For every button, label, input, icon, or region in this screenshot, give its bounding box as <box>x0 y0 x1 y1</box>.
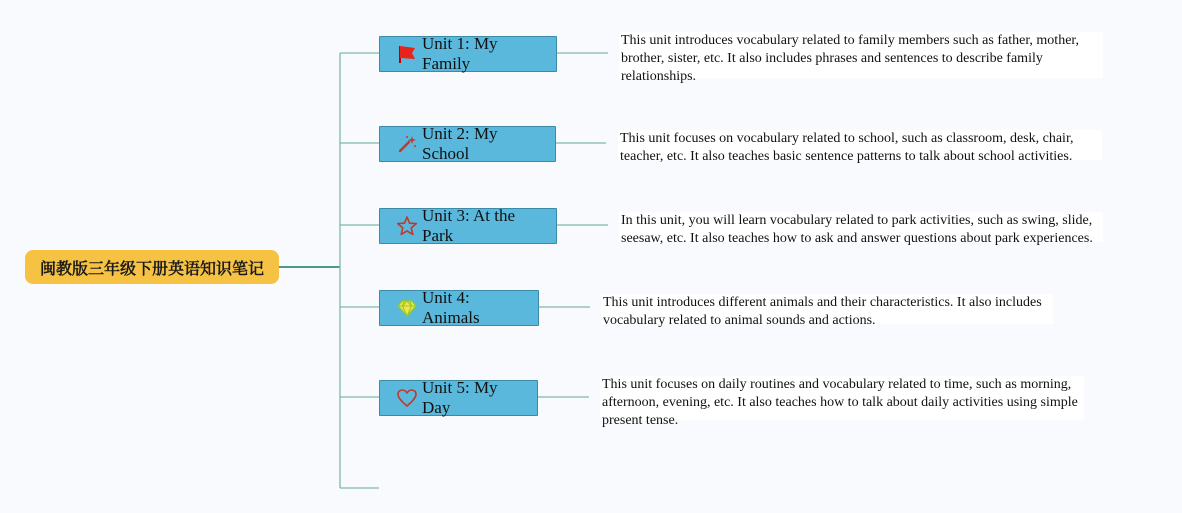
diamond-icon <box>396 297 418 319</box>
unit-1-label: Unit 1: My Family <box>422 34 498 73</box>
magic-wand-icon <box>396 133 418 155</box>
root-topic[interactable] <box>25 250 279 284</box>
unit-4-note-text: This unit introduces different animals and their characteristics. It also includes vocabulary related to animal sounds and actions. <box>603 295 1042 328</box>
unit-4-label: Unit 4: Animals <box>422 288 480 327</box>
unit-2-note-text: This unit focuses on vocabulary related to school, such as classroom, desk, chair, teacher, etc. It also teaches basic sentence patterns to talk about school activities. <box>620 131 1074 164</box>
unit-5-note-text: This unit focuses on daily routines and vocabulary related to time, such as morning, afternoon, evening, etc. It also teaches how to talk about daily activities using simple present tense. <box>602 377 1078 428</box>
unit-5-note[interactable] <box>600 376 1084 428</box>
unit-2-topic[interactable] <box>379 126 556 162</box>
unit-2-note[interactable] <box>618 130 1102 164</box>
unit-1-note[interactable] <box>619 32 1103 84</box>
unit-3-topic[interactable] <box>379 208 557 244</box>
star-icon <box>396 215 418 237</box>
unit-1-topic[interactable] <box>379 36 557 72</box>
unit-3-label: Unit 3: At the Park <box>422 206 516 245</box>
unit-4-topic[interactable] <box>379 290 539 326</box>
unit-3-note[interactable] <box>619 212 1103 246</box>
flag-icon <box>396 43 418 65</box>
root-topic-label: 闽教版三年级下册英语知识笔记 <box>39 258 264 278</box>
unit-2-label: Unit 2: My School <box>422 124 498 163</box>
unit-5-topic[interactable] <box>379 380 538 416</box>
unit-1-note-text: This unit introduces vocabulary related to family members such as father, mother, brother, sister, etc. It also includes phrases and sentences to describe family relationships. <box>621 33 1080 84</box>
unit-3-note-text: In this unit, you will learn vocabulary related to park activities, such as swing, slide, seesaw, etc. It also teaches how to ask and answer questions about park experiences. <box>621 213 1093 246</box>
unit-4-note[interactable] <box>601 294 1053 328</box>
heart-icon <box>396 387 418 409</box>
unit-5-label: Unit 5: My Day <box>422 378 498 417</box>
